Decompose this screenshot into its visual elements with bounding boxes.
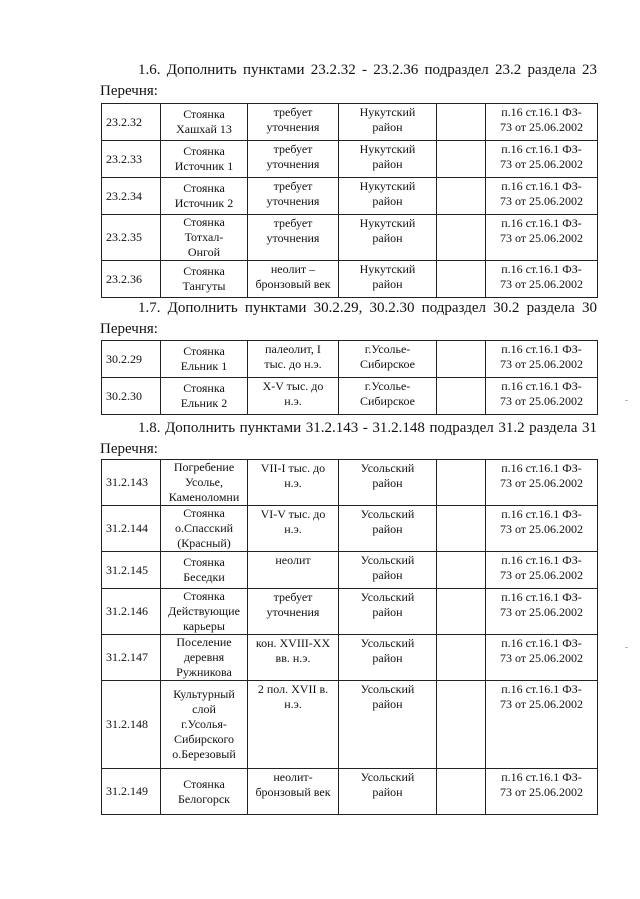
- monument-dating: неолит – бронзовый век: [248, 261, 339, 298]
- row-number: 23.2.32: [102, 104, 161, 141]
- monument-location: Усольский район: [339, 769, 437, 815]
- scan-mark: [625, 400, 628, 401]
- table-row: [102, 506, 598, 552]
- monument-location: Усольский район: [339, 635, 437, 681]
- table-row: [102, 261, 598, 298]
- legal-basis: п.16 ст.16.1 ФЗ- 73 от 25.06.2002: [486, 141, 598, 178]
- row-number: 23.2.36: [102, 261, 161, 298]
- legal-basis: п.16 ст.16.1 ФЗ- 73 от 25.06.2002: [486, 215, 598, 261]
- monument-dating: неолит: [248, 552, 339, 589]
- monument-location: Нукутский район: [339, 178, 437, 215]
- monuments-table: [101, 340, 598, 415]
- legal-basis: п.16 ст.16.1 ФЗ- 73 от 25.06.2002: [486, 552, 598, 589]
- table-row: [102, 215, 598, 261]
- monument-name: Стоянка Беседки: [161, 552, 248, 589]
- section-heading-line: 1.6. Дополнить пунктами 23.2.32 - 23.2.36 подраздел 23.2 раздела 23: [138, 62, 597, 78]
- legal-basis: п.16 ст.16.1 ФЗ- 73 от 25.06.2002: [486, 506, 598, 552]
- monument-dating: X-V тыс. до н.э.: [248, 378, 339, 415]
- empty-cell: [437, 215, 486, 261]
- section-heading-line: Перечня:: [100, 441, 158, 457]
- monument-name: Поселение деревня Ружникова: [161, 635, 248, 681]
- table-row: [102, 769, 598, 815]
- monument-dating: VII-I тыс. до н.э.: [248, 460, 339, 506]
- monument-name: Стоянка Белогорск: [161, 769, 248, 815]
- monument-location: г.Усолье- Сибирское: [339, 378, 437, 415]
- empty-cell: [437, 141, 486, 178]
- monument-name: Стоянка о.Спасский (Красный): [161, 506, 248, 552]
- row-number: 23.2.33: [102, 141, 161, 178]
- legal-basis: п.16 ст.16.1 ФЗ- 73 от 25.06.2002: [486, 341, 598, 378]
- monument-location: Усольский район: [339, 589, 437, 635]
- section-heading-line: 1.8. Дополнить пунктами 31.2.143 - 31.2.148 подраздел 31.2 раздела 31: [138, 420, 597, 436]
- monument-dating: требует уточнения: [248, 589, 339, 635]
- table-row: [102, 681, 598, 769]
- row-number: 23.2.34: [102, 178, 161, 215]
- table-row: [102, 104, 598, 141]
- legal-basis: п.16 ст.16.1 ФЗ- 73 от 25.06.2002: [486, 769, 598, 815]
- monument-dating: VI-V тыс. до н.э.: [248, 506, 339, 552]
- empty-cell: [437, 104, 486, 141]
- monument-location: Нукутский район: [339, 215, 437, 261]
- monument-name: Погребение Усолье, Каменоломни: [161, 460, 248, 506]
- monument-name: Стоянка Источник 2: [161, 178, 248, 215]
- row-number: 30.2.30: [102, 378, 161, 415]
- table-row: [102, 378, 598, 415]
- monument-name: Стоянка Тотхал- Онгой: [161, 215, 248, 261]
- section-heading: [100, 298, 597, 340]
- empty-cell: [437, 341, 486, 378]
- monument-name: Стоянка Источник 1: [161, 141, 248, 178]
- section-heading: [100, 60, 597, 102]
- table-row: [102, 341, 598, 378]
- monuments-table: [101, 459, 598, 815]
- empty-cell: [437, 635, 486, 681]
- row-number: 31.2.144: [102, 506, 161, 552]
- monument-dating: 2 пол. XVII в. н.э.: [248, 681, 339, 769]
- monument-name: Стоянка Тангуты: [161, 261, 248, 298]
- section-heading-line: 1.7. Дополнить пунктами 30.2.29, 30.2.30 подраздел 30.2 раздела 30: [138, 300, 597, 316]
- row-number: 31.2.149: [102, 769, 161, 815]
- row-number: 31.2.147: [102, 635, 161, 681]
- table-row: [102, 635, 598, 681]
- monument-name: Стоянка Ельник 1: [161, 341, 248, 378]
- monument-name: Стоянка Хашхай 13: [161, 104, 248, 141]
- legal-basis: п.16 ст.16.1 ФЗ- 73 от 25.06.2002: [486, 178, 598, 215]
- legal-basis: п.16 ст.16.1 ФЗ- 73 от 25.06.2002: [486, 681, 598, 769]
- monument-location: Нукутский район: [339, 261, 437, 298]
- legal-basis: п.16 ст.16.1 ФЗ- 73 от 25.06.2002: [486, 635, 598, 681]
- monuments-table: [101, 103, 598, 298]
- empty-cell: [437, 552, 486, 589]
- monument-location: Нукутский район: [339, 141, 437, 178]
- monument-name: Культурный слой г.Усолья- Сибирского о.Березовый: [161, 681, 248, 769]
- monument-name: Стоянка Действующие карьеры: [161, 589, 248, 635]
- section-heading-line: Перечня:: [100, 83, 158, 99]
- legal-basis: п.16 ст.16.1 ФЗ- 73 от 25.06.2002: [486, 261, 598, 298]
- table-body: [102, 341, 598, 415]
- legal-basis: п.16 ст.16.1 ФЗ- 73 от 25.06.2002: [486, 460, 598, 506]
- monument-dating: требует уточнения: [248, 104, 339, 141]
- monument-location: г.Усолье- Сибирское: [339, 341, 437, 378]
- empty-cell: [437, 589, 486, 635]
- table-row: [102, 178, 598, 215]
- section-heading-line: Перечня:: [100, 321, 158, 337]
- section-heading: [100, 418, 597, 460]
- monument-dating: требует уточнения: [248, 215, 339, 261]
- empty-cell: [437, 378, 486, 415]
- table-row: [102, 552, 598, 589]
- monument-dating: кон. XVIII-XX вв. н.э.: [248, 635, 339, 681]
- table-row: [102, 141, 598, 178]
- empty-cell: [437, 178, 486, 215]
- row-number: 31.2.148: [102, 681, 161, 769]
- table-body: [102, 104, 598, 298]
- row-number: 31.2.143: [102, 460, 161, 506]
- monument-location: Нукутский район: [339, 104, 437, 141]
- table-row: [102, 589, 598, 635]
- monument-dating: требует уточнения: [248, 141, 339, 178]
- empty-cell: [437, 460, 486, 506]
- monument-location: Усольский район: [339, 681, 437, 769]
- legal-basis: п.16 ст.16.1 ФЗ- 73 от 25.06.2002: [486, 589, 598, 635]
- row-number: 31.2.145: [102, 552, 161, 589]
- monument-dating: требует уточнения: [248, 178, 339, 215]
- legal-basis: п.16 ст.16.1 ФЗ- 73 от 25.06.2002: [486, 104, 598, 141]
- legal-basis: п.16 ст.16.1 ФЗ- 73 от 25.06.2002: [486, 378, 598, 415]
- empty-cell: [437, 769, 486, 815]
- monument-dating: неолит- бронзовый век: [248, 769, 339, 815]
- monument-location: Усольский район: [339, 460, 437, 506]
- monument-location: Усольский район: [339, 552, 437, 589]
- monument-dating: палеолит, I тыс. до н.э.: [248, 341, 339, 378]
- row-number: 30.2.29: [102, 341, 161, 378]
- empty-cell: [437, 506, 486, 552]
- row-number: 23.2.35: [102, 215, 161, 261]
- empty-cell: [437, 681, 486, 769]
- monument-location: Усольский район: [339, 506, 437, 552]
- table-body: [102, 460, 598, 815]
- scan-mark: [625, 647, 628, 648]
- empty-cell: [437, 261, 486, 298]
- row-number: 31.2.146: [102, 589, 161, 635]
- table-row: [102, 460, 598, 506]
- monument-name: Стоянка Ельник 2: [161, 378, 248, 415]
